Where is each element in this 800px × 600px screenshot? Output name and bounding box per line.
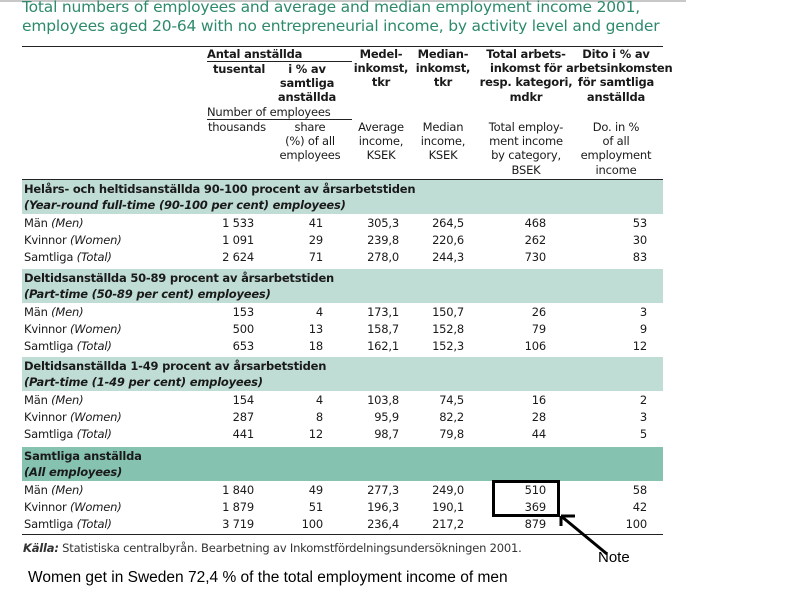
title-line-1: Total numbers of employees and average and median employment income 2001, (22, 0, 640, 16)
annotation-claim: Women get in Sweden 72,4 % of the total employment income of men (28, 569, 508, 586)
section-title-sv: Deltidsanställda 1-49 procent av årsarbetstiden (24, 359, 327, 373)
section-title-en: (Part-time (1-49 per cent) employees) (24, 375, 263, 389)
header-col2-en: share (%) of all employees (279, 120, 341, 163)
note-label: Note (598, 549, 630, 566)
page-title (22, 0, 682, 36)
header-col5-sv: Total arbets- inkomst för resp. kategori, mdkr (479, 47, 573, 104)
header-col3-sv: Medel- inkomst, tkr (353, 47, 409, 90)
table-row: Samtliga (Total) 2 624 71 278,0 244,3 730 83 (24, 250, 647, 264)
table-row: Män (Men) 154 4 103,8 74,5 16 2 (24, 393, 647, 407)
header-col3-en: Average income, KSEK (358, 120, 404, 163)
section-title-en: (Year-round full-time (90-100 per cent) employees) (24, 198, 346, 212)
section-band-fulltime (22, 180, 663, 214)
header-col4-sv: Median- inkomst, tkr (415, 47, 471, 90)
header-col5-en: Total employ- ment income by category, BSEK (488, 120, 564, 177)
section-title-en: (All employees) (24, 465, 123, 479)
section-band-parttime-1-49 (22, 357, 663, 391)
table-row: Kvinnor (Women) 287 8 95,9 82,2 28 3 (24, 410, 647, 424)
header-col1-sv: tusental (213, 62, 266, 76)
section-title-en: (Part-time (50-89 per cent) employees) (24, 287, 271, 301)
table-row: Kvinnor (Women) 1 879 51 196,3 190,1 369 42 (24, 500, 647, 514)
section-title-sv: Deltidsanställda 50-89 procent av årsarbetstiden (24, 271, 335, 285)
source-note: Källa: Statistiska centralbyrån. Bearbetning av Inkomstfördelningsundersökningen 2001. (23, 541, 522, 555)
header-col6-en: Do. in % of all employment income (580, 120, 652, 177)
section-title-sv: Helårs- och heltidsanställda 90-100 procent av årsarbetstiden (24, 182, 416, 196)
header-group-en: Number of employees (207, 105, 331, 119)
section-band-parttime-50-89 (22, 269, 663, 303)
table-row: Samtliga (Total) 441 12 98,7 79,8 44 5 (24, 427, 647, 441)
header-col4-en: Median income, KSEK (420, 120, 466, 163)
header-group-sv: Antal anställda (207, 47, 303, 61)
table-row: Män (Men) 1 533 41 305,3 264,5 468 53 (24, 216, 647, 230)
table-row: Samtliga (Total) 653 18 162,1 152,3 106 12 (24, 339, 647, 353)
table-row: Samtliga (Total) 3 719 100 236,4 217,2 879 100 (24, 517, 647, 531)
title-line-2: employees aged 20-64 with no entrepreneurial income, by activity level and gender (22, 17, 660, 35)
table-row: Kvinnor (Women) 500 13 158,7 152,8 79 9 (24, 322, 647, 336)
header-col2-sv: i % av samtliga anställda (277, 62, 337, 105)
table-row: Kvinnor (Women) 1 091 29 239,8 220,6 262 30 (24, 233, 647, 247)
highlight-box (492, 480, 560, 517)
section-title-sv: Samtliga anställda (24, 449, 142, 463)
table-row: Män (Men) 153 4 173,1 150,7 26 3 (24, 305, 647, 319)
header-col6-sv: Dito i % av arbetsinkomsten för samtliga anställda (566, 47, 673, 104)
table-row: Män (Men) 1 840 49 277,3 249,0 510 58 (24, 483, 647, 497)
header-col1-en: thousands (208, 120, 266, 134)
section-band-all-employees (22, 447, 663, 481)
